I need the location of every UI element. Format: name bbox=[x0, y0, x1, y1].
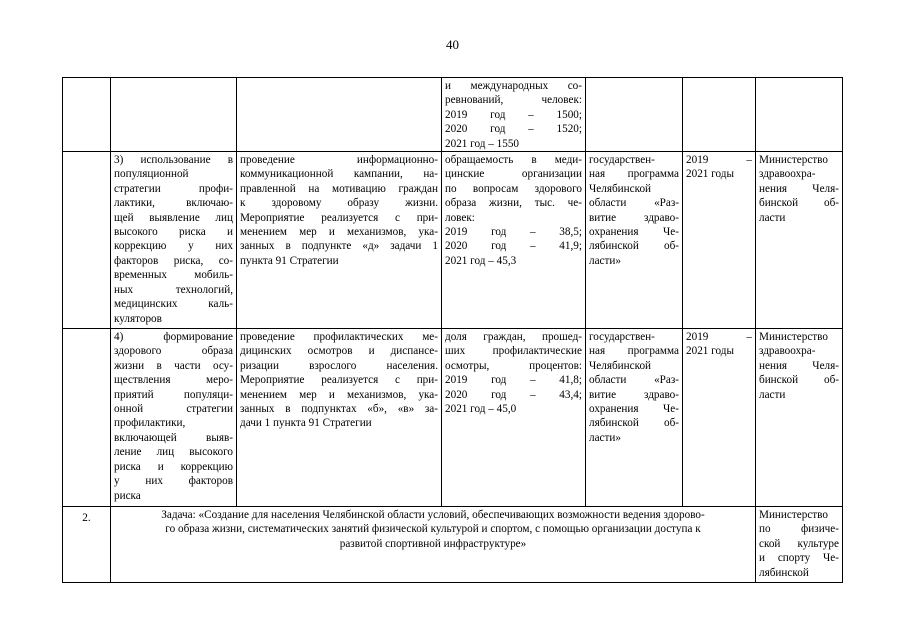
cell-text-line: и международных со- bbox=[445, 80, 582, 92]
cell-text-line: по физиче- bbox=[759, 523, 839, 536]
number-cell bbox=[63, 152, 111, 329]
cell-text-line: жизни в части осу- bbox=[114, 359, 233, 372]
cell-text-line: нения Челя- bbox=[759, 182, 839, 195]
cell-text-line: 4) формирование bbox=[114, 331, 233, 344]
cell-text-line: проведение профилактических ме- bbox=[240, 331, 438, 344]
cell-text-line: области «Раз- bbox=[589, 197, 679, 210]
cell-text-line: ная программа bbox=[589, 345, 679, 358]
period-cell bbox=[683, 329, 756, 507]
cell-text-line: государствен- bbox=[589, 331, 655, 344]
measure-cell bbox=[237, 152, 442, 329]
cell-text-line: Министерство bbox=[759, 509, 828, 522]
cell-text-line: куляторов bbox=[114, 312, 162, 325]
cell-text-line: ная программа bbox=[589, 168, 679, 181]
cell-text-line: государствен- bbox=[589, 154, 655, 167]
table-row bbox=[63, 152, 843, 329]
cell-text-line: популяционной bbox=[114, 168, 189, 181]
cell-text-line: лябинской bbox=[759, 566, 809, 579]
cell-text-line: витие здраво- bbox=[589, 211, 679, 224]
cell-text-line: 2019 год – 41,8; bbox=[445, 374, 582, 387]
cell-text-line: ших профилактические bbox=[445, 345, 582, 358]
cell-text-line: обращаемость в меди- bbox=[445, 154, 582, 167]
indicator-cell bbox=[442, 329, 586, 507]
cell-text-line: ской культуре bbox=[759, 537, 839, 550]
cell-text-line: 2020 год – 1520; bbox=[445, 123, 582, 136]
cell-text-line: 2019 год – 38,5; bbox=[445, 226, 582, 239]
cell-text-line: здравоохра- bbox=[759, 345, 816, 358]
cell-text-line: риска и коррекцию bbox=[114, 460, 233, 473]
cell-text-line: включающей выяв- bbox=[114, 431, 233, 444]
table-row bbox=[63, 329, 843, 507]
cell-text-line: Мероприятие реализуется с при- bbox=[240, 374, 438, 387]
measure-cell bbox=[237, 329, 442, 507]
cell-text-line: 3) использование в bbox=[114, 154, 233, 167]
cell-text-line: витие здраво- bbox=[589, 388, 679, 401]
cell-text-line: бинской об- bbox=[759, 374, 839, 387]
cell-text-line: ревнований, человек: bbox=[445, 94, 582, 107]
task-cell bbox=[111, 78, 237, 152]
cell-text-line: к здоровому образу жизни. bbox=[240, 197, 438, 210]
cell-text-line: стратегии профи- bbox=[114, 182, 233, 195]
cell-text-line: лябинской об- bbox=[589, 240, 679, 253]
executor-cell bbox=[756, 329, 843, 507]
task-text-line: Задача: «Создание для населения Челябинской области условий, обеспечивающих возможности ведения здорово- bbox=[161, 509, 705, 522]
executor-cell bbox=[756, 152, 843, 329]
task-heading-cell bbox=[111, 507, 756, 583]
cell-text-line: и спорту Че- bbox=[759, 552, 839, 565]
cell-text-line: лактики, включаю- bbox=[114, 197, 233, 210]
cell-text-line: области «Раз- bbox=[589, 374, 679, 387]
program-cell bbox=[586, 78, 683, 152]
cell-text-line: нения Челя- bbox=[759, 359, 839, 372]
cell-text-line: щей выявление лиц bbox=[114, 211, 233, 224]
cell-text-line: ласти» bbox=[589, 254, 621, 267]
cell-text-line: временных мобиль- bbox=[114, 269, 233, 282]
cell-text-line: 2021 год – 45,3 bbox=[445, 254, 517, 267]
period-cell bbox=[683, 152, 756, 329]
cell-text-line: медицинских каль- bbox=[114, 298, 233, 311]
cell-text-line: онной стратегии bbox=[114, 403, 233, 416]
cell-text-line: образа жизни, тыс. че- bbox=[445, 197, 582, 210]
cell-text-line: занных в подпункте «д» задачи 1 bbox=[240, 240, 438, 253]
cell-text-line: 2021 год – 45,0 bbox=[445, 403, 517, 416]
cell-text-line: проведение информационно- bbox=[240, 154, 438, 167]
page-number: 40 bbox=[446, 37, 459, 52]
cell-text-line: приятий популяци- bbox=[114, 388, 233, 401]
cell-text-line: 2020 год – 43,4; bbox=[445, 388, 582, 401]
table-row bbox=[63, 78, 843, 152]
cell-text-line: менением мер и механизмов, ука- bbox=[240, 226, 438, 239]
cell-text-line: 2021 годы bbox=[686, 345, 734, 358]
cell-text-line: по вопросам здорового bbox=[445, 182, 582, 195]
cell-text-line: лябинской об- bbox=[589, 417, 679, 430]
cell-text-line: 2021 годы bbox=[686, 168, 734, 181]
cell-text-line: ласти» bbox=[589, 431, 621, 444]
cell-text-line: высокого риска и bbox=[114, 226, 233, 239]
cell-text-line: здравоохра- bbox=[759, 168, 816, 181]
executor-cell bbox=[756, 78, 843, 152]
cell-text-line: охранения Че- bbox=[589, 226, 679, 239]
cell-text-line: 2020 год – 41,9; bbox=[445, 240, 582, 253]
cell-text-line: здорового образа bbox=[114, 345, 233, 358]
cell-text-line: охранения Че- bbox=[589, 403, 679, 416]
indicator-cell bbox=[442, 78, 586, 152]
cell-text-line: 2019 – bbox=[686, 154, 752, 167]
cell-text-line: 2021 год – 1550 bbox=[445, 137, 520, 150]
cell-text-line: 2019 год – 1500; bbox=[445, 108, 582, 121]
cell-text-line: Челябинской bbox=[589, 359, 652, 372]
measure-cell bbox=[237, 78, 442, 152]
cell-text-line: ризации взрослого населения. bbox=[240, 359, 438, 372]
indicator-cell bbox=[442, 152, 586, 329]
cell-text-line: Министерство bbox=[759, 154, 828, 167]
cell-text-line: осмотры, процентов: bbox=[445, 359, 582, 372]
cell-text-line: Министерство bbox=[759, 331, 828, 344]
cell-text-line: бинской об- bbox=[759, 197, 839, 210]
program-table bbox=[62, 77, 843, 583]
cell-text-line: коммуникационной кампании, на- bbox=[240, 168, 438, 181]
task-cell bbox=[111, 152, 237, 329]
cell-text-line: пункта 91 Стратегии bbox=[240, 254, 339, 267]
cell-text-line: занных в подпунктах «б», «в» за- bbox=[240, 403, 438, 416]
program-cell bbox=[586, 329, 683, 507]
program-cell bbox=[586, 152, 683, 329]
cell-text-line: у них факторов bbox=[114, 475, 233, 488]
task-text-line: го образа жизни, систематических занятий физической культурой и спортом, с помощью организации доступа к bbox=[165, 523, 701, 536]
cell-text-line: риска bbox=[114, 489, 141, 502]
number-cell bbox=[63, 329, 111, 507]
cell-text-line: менением мер и механизмов, ука- bbox=[240, 388, 438, 401]
cell-text-line: 2019 – bbox=[686, 331, 752, 344]
cell-text-line: ных технологий, bbox=[114, 283, 233, 296]
task-heading-row bbox=[63, 507, 843, 583]
task-number-cell: 2. bbox=[63, 507, 111, 583]
cell-text-line: ловек: bbox=[445, 211, 475, 224]
cell-text-line: профилактики, bbox=[114, 417, 186, 430]
cell-text-line: ление лиц высокого bbox=[114, 446, 233, 459]
cell-text-line: ласти bbox=[759, 211, 786, 224]
cell-text-line: Мероприятие реализуется с при- bbox=[240, 211, 438, 224]
cell-text-line: ласти bbox=[759, 388, 786, 401]
cell-text-line: доля граждан, прошед- bbox=[445, 331, 582, 344]
cell-text-line: факторов риска, со- bbox=[114, 254, 233, 267]
cell-text-line: коррекцию у них bbox=[114, 240, 233, 253]
cell-text-line: Челябинской bbox=[589, 182, 652, 195]
task-text-line: развитой спортивной инфраструктуре» bbox=[339, 537, 527, 550]
executor-cell bbox=[756, 507, 843, 583]
number-cell bbox=[63, 78, 111, 152]
period-cell bbox=[683, 78, 756, 152]
cell-text-line: цинские организации bbox=[445, 168, 582, 181]
task-cell bbox=[111, 329, 237, 507]
cell-text-line: ществления меро- bbox=[114, 374, 233, 387]
cell-text-line: дачи 1 пункта 91 Стратегии bbox=[240, 417, 372, 430]
cell-text-line: дицинских осмотров и диспансе- bbox=[240, 345, 438, 358]
cell-text-line: правленной на мотивацию граждан bbox=[240, 182, 438, 195]
